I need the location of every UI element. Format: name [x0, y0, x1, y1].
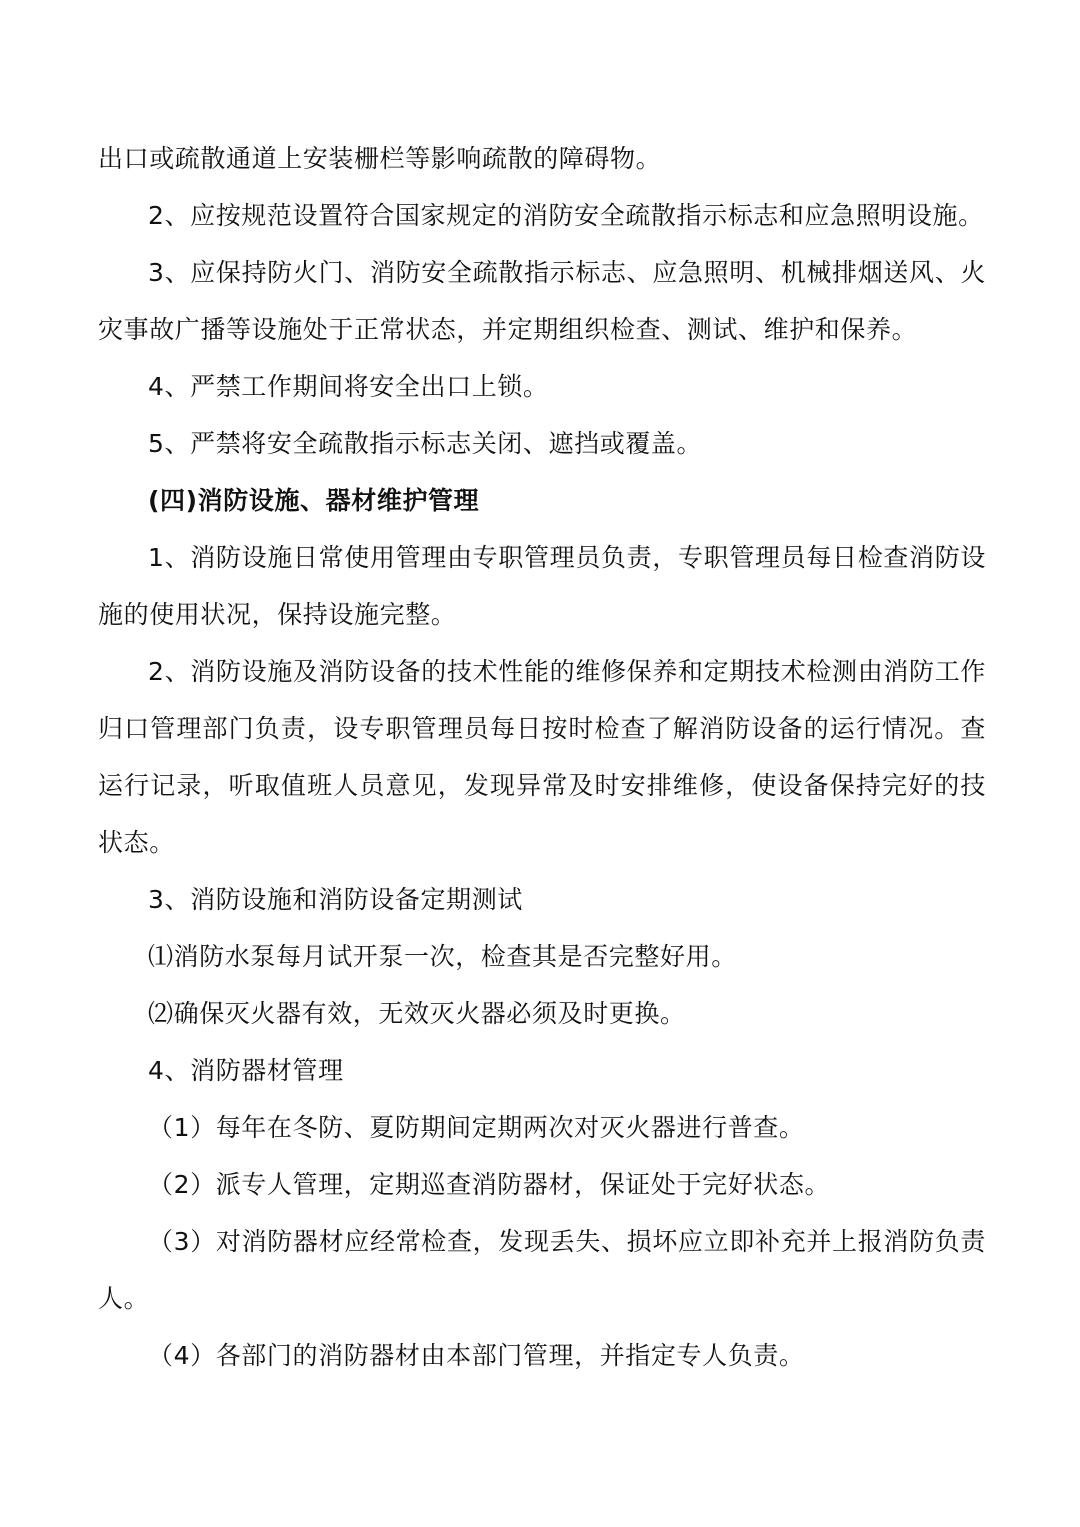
text-line-9: 施的使用状况，保持设施完整。 [98, 600, 457, 629]
text-line-3: 3、应保持防火门、消防安全疏散指示标志、应急照明、机械排烟送风、火 [148, 258, 986, 287]
text-line-11: 归口管理部门负责，设专职管理员每日按时检查了解消防设备的运行情况。查 [98, 714, 986, 743]
text-line-15: ⑴消防水泵每月试开泵一次，检查其是否完整好用。 [148, 942, 737, 971]
text-line-8: 1、消防设施日常使用管理由专职管理员负责，专职管理员每日检查消防设 [148, 543, 986, 572]
text-line-19: （2）派专人管理，定期巡查消防器材，保证处于完好状态。 [148, 1170, 831, 1199]
text-line-18: （1）每年在冬防、夏防期间定期两次对灭火器进行普查。 [148, 1113, 805, 1142]
text-line-22: （4）各部门的消防器材由本部门管理，并指定专人负责。 [148, 1341, 805, 1370]
text-line-14: 3、消防设施和消防设备定期测试 [148, 885, 523, 914]
text-line-13: 状态。 [98, 828, 175, 857]
text-line-2: 2、应按规范设置符合国家规定的消防安全疏散指示标志和应急照明设施。 [148, 201, 984, 230]
section-heading: (四)消防设施、器材维护管理 [148, 486, 480, 515]
text-line-6: 5、严禁将安全疏散指示标志关闭、遮挡或覆盖。 [148, 429, 703, 458]
text-line-12: 运行记录，听取值班人员意见，发现异常及时安排维修，使设备保持完好的技 [98, 771, 986, 800]
text-line-21: 人。 [98, 1284, 150, 1313]
text-line-20: （3）对消防器材应经常检查，发现丢失、损坏应立即补充并上报消防负责 [148, 1227, 986, 1256]
text-line-16: ⑵确保灭火器有效，无效灭火器必须及时更换。 [148, 999, 686, 1028]
text-line-4: 灾事故广播等设施处于正常状态，并定期组织检查、测试、维护和保养。 [98, 315, 918, 344]
text-line-10: 2、消防设施及消防设备的技术性能的维修保养和定期技术检测由消防工作 [148, 657, 986, 686]
text-line-1: 出口或疏散通道上安装栅栏等影响疏散的障碍物。 [98, 144, 662, 173]
text-line-5: 4、严禁工作期间将安全出口上锁。 [148, 372, 549, 401]
document-page [98, 130, 986, 1384]
text-line-17: 4、消防器材管理 [148, 1056, 344, 1085]
